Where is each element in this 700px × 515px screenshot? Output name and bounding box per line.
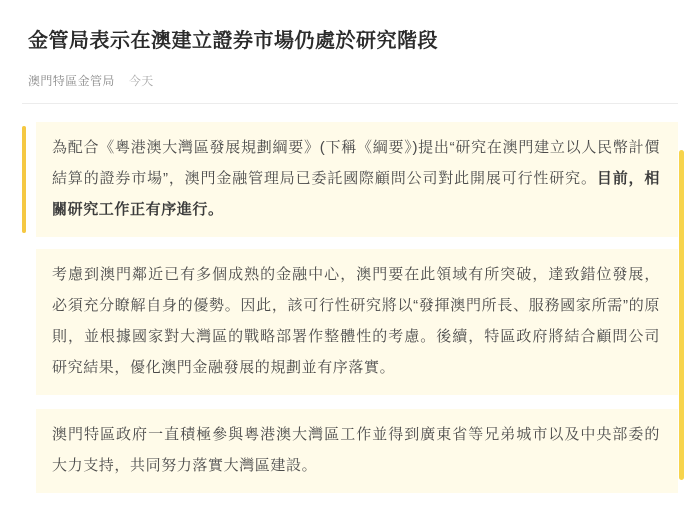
paragraph-2 bbox=[36, 249, 678, 395]
paragraph-1-text: 為配合《粵港澳大灣區發展規劃綱要》(下稱《綱要》)提出“研究在澳門建立以人民幣計價結算的證券市場”，澳門金融管理局已委託國際顧問公司對此開展可行性研究。 bbox=[52, 139, 660, 187]
quote-bar-icon bbox=[22, 126, 26, 233]
paragraph-3-text: 澳門特區政府一直積極參與粵港澳大灣區工作並得到廣東省等兄弟城市以及中央部委的大力支持，共同努力落實大灣區建設。 bbox=[52, 426, 660, 474]
paragraph-2-text: 考慮到澳門鄰近已有多個成熟的金融中心，澳門要在此領域有所突破，達致錯位發展，必須充分瞭解自身的優勢。因此，該可行性研究將以“發揮澳門所長、服務國家所需”的原則，並根據國家對大灣區的戰略部署作整體性的考慮。後續，特區政府將結合顧問公司研究結果，優化澳門金融發展的規劃並有序落實。 bbox=[52, 266, 660, 376]
article-timestamp: 今天 bbox=[128, 74, 154, 88]
paragraph-1 bbox=[36, 122, 678, 237]
article-meta bbox=[28, 72, 678, 89]
page-title: 金管局表示在澳建立證券市場仍處於研究階段 bbox=[28, 30, 438, 52]
article-source: 澳門特區金管局 bbox=[28, 74, 115, 88]
header-divider bbox=[22, 103, 678, 104]
paragraph-1-emphasis: 目前，相關研究工作正有序進行。 bbox=[52, 170, 661, 218]
paragraph-3 bbox=[36, 409, 678, 493]
article-body bbox=[22, 122, 678, 493]
side-accent-bar bbox=[679, 150, 684, 480]
